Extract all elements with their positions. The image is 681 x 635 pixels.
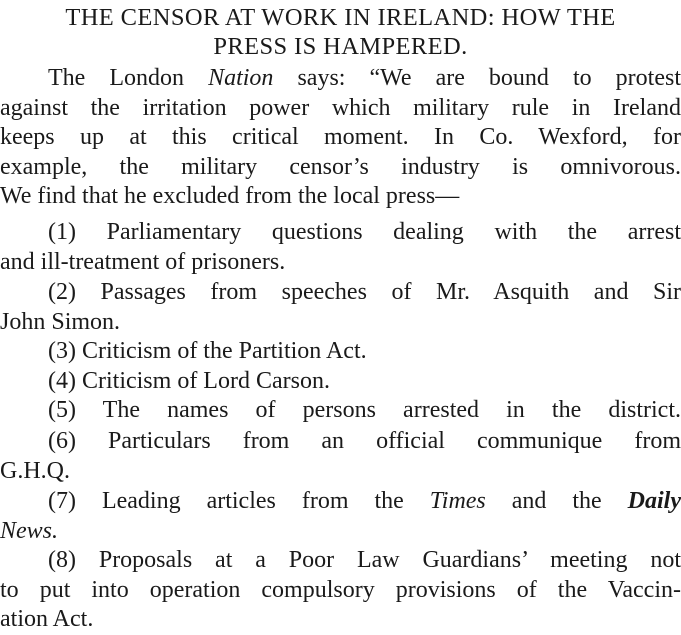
intro-text: says: “We are bound to protest: [273, 65, 681, 91]
item-5: [0, 396, 681, 426]
item-7-line-2: News.: [0, 517, 59, 544]
item-4-line-1: (4) Criticism of Lord Carson.: [48, 368, 330, 394]
item-6-line-1: (6) Particulars from an official communique from: [48, 428, 681, 454]
item-3: [0, 337, 681, 367]
item-5-line-1: (5) The names of persons arrested in the district.: [48, 397, 681, 423]
item-1-line-2: and ill-treatment of prisoners.: [0, 248, 286, 275]
intro-line-1: [0, 64, 681, 94]
item-2-line-2: John Simon.: [0, 308, 121, 335]
item-8-line-3: ation Act.: [0, 606, 94, 633]
item-6-line-2: G.H.Q.: [0, 457, 70, 484]
publication-name: Nation: [208, 65, 274, 91]
intro-text: The London: [48, 65, 209, 91]
item-6: [0, 427, 681, 486]
item-8-line-2: to put into operation compulsory provisions of the Vaccin-: [0, 576, 681, 603]
intro-line-2: against the irritation power which military rule in Ireland: [0, 94, 681, 121]
headline-line-2: PRESS IS HAMPERED.: [213, 33, 468, 60]
publication-name: Daily: [627, 488, 681, 514]
item-7-text: (7) Leading articles from the: [48, 488, 430, 514]
item-4: [0, 367, 681, 397]
item-7: [0, 487, 681, 546]
item-1: [0, 218, 681, 277]
item-3-line-1: (3) Criticism of the Partition Act.: [48, 338, 367, 364]
item-1-line-1: (1) Parliamentary questions dealing with the arrest: [48, 219, 681, 245]
item-2: [0, 278, 681, 337]
item-8: [0, 546, 681, 635]
item-2-line-1: (2) Passages from speeches of Mr. Asquith and Sir: [48, 279, 681, 305]
item-7-text: and the: [485, 488, 628, 514]
publication-name: Times: [429, 488, 486, 514]
headline: [0, 3, 681, 61]
item-8-line-1: (8) Proposals at a Poor Law Guardians’ meeting not: [48, 547, 681, 573]
intro-line-3: keeps up at this critical moment. In Co. Wexford, for: [0, 124, 681, 151]
headline-line-1: THE CENSOR AT WORK IN IRELAND: HOW THE: [65, 4, 616, 31]
intro-paragraph: [0, 64, 681, 212]
item-7-line-1: [0, 487, 681, 517]
intro-line-5: We find that he excluded from the local press—: [0, 183, 460, 210]
intro-line-4: example, the military censor’s industry is omnivorous.: [0, 153, 681, 180]
